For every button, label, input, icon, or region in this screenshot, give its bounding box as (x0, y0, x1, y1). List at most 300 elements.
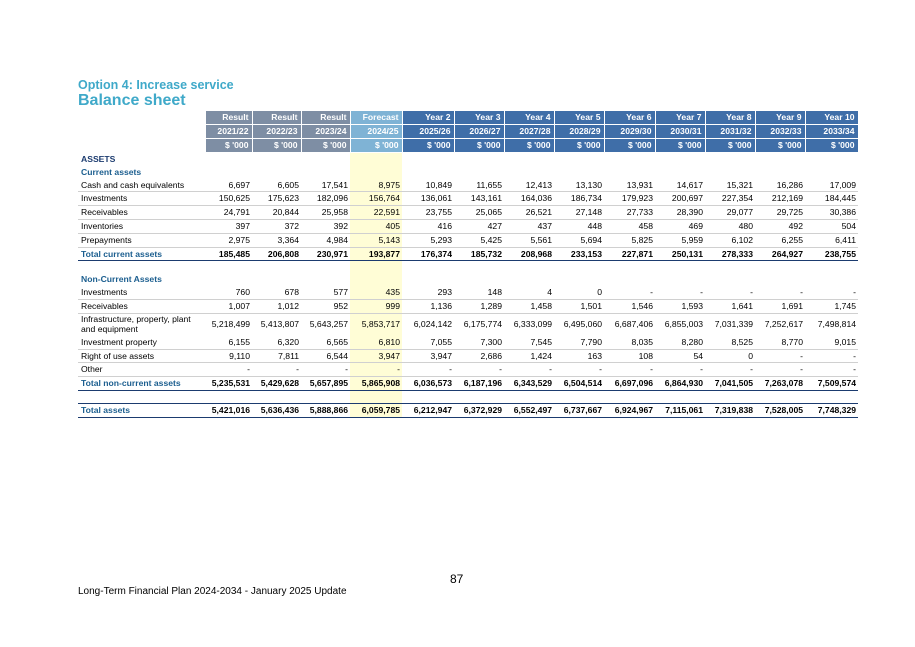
section-row (78, 166, 858, 179)
cell-value: 5,429,628 (252, 377, 301, 391)
cell-value: 6,212,947 (402, 403, 454, 417)
cell-value: 1,691 (755, 299, 805, 313)
cell-value (655, 166, 705, 179)
cell-value: 30,386 (805, 206, 858, 220)
header-blank (78, 111, 206, 125)
cell-value: 6,102 (705, 233, 755, 247)
cell-value: 8,035 (604, 336, 655, 349)
cell-value: 0 (705, 349, 755, 363)
cell-value: 492 (755, 219, 805, 233)
cell-value: 27,733 (604, 206, 655, 220)
cell-value (206, 390, 252, 403)
cell-value: 8,280 (655, 336, 705, 349)
cell-value: 212,169 (755, 192, 805, 206)
cell-value (554, 390, 604, 403)
cell-value: 5,657,895 (301, 377, 350, 391)
cell-value: - (755, 286, 805, 299)
cell-value: 29,725 (755, 206, 805, 220)
column-year-row (78, 125, 858, 139)
column-kind-row (78, 111, 858, 125)
cell-value: - (705, 286, 755, 299)
cell-value (805, 261, 858, 274)
cell-value: 6,504,514 (554, 377, 604, 391)
cell-value: 7,509,574 (805, 377, 858, 391)
cell-value: 6,565 (301, 336, 350, 349)
row-label: Total current assets (78, 247, 206, 261)
cell-value: 5,561 (504, 233, 554, 247)
cell-value: 163 (554, 349, 604, 363)
cell-value: - (350, 363, 402, 377)
column-header-unit: $ '000 (454, 139, 504, 153)
cell-value: 54 (655, 349, 705, 363)
cell-value: 16,286 (755, 179, 805, 192)
column-header-kind: Year 5 (554, 111, 604, 125)
cell-value: 7,811 (252, 349, 301, 363)
column-header-kind: Year 6 (604, 111, 655, 125)
column-unit-row (78, 139, 858, 153)
cell-value (504, 166, 554, 179)
cell-value: 6,605 (252, 179, 301, 192)
row-label: Other (78, 363, 206, 377)
cell-value: 6,372,929 (454, 403, 504, 417)
cell-value: 1,289 (454, 299, 504, 313)
cell-value (705, 390, 755, 403)
footer-text: Long-Term Financial Plan 2024-2034 - January 2025 Update (78, 586, 347, 597)
cell-value: 230,971 (301, 247, 350, 261)
cell-value (252, 273, 301, 286)
cell-value (301, 153, 350, 166)
column-header-year: 2031/32 (705, 125, 755, 139)
cell-value: 6,187,196 (454, 377, 504, 391)
report-subtitle: Option 4: Increase service (78, 78, 234, 92)
cell-value (554, 153, 604, 166)
cell-value: 15,321 (705, 179, 755, 192)
cell-value: 5,888,866 (301, 403, 350, 417)
column-header-year: 2022/23 (252, 125, 301, 139)
cell-value: 5,643,257 (309, 319, 348, 330)
table-row (78, 192, 858, 206)
cell-value: 143,161 (454, 192, 504, 206)
cell-value: 7,115,061 (655, 403, 705, 417)
cell-value: 8,975 (350, 179, 402, 192)
row-label: Total assets (78, 403, 206, 417)
cell-value: 5,636,436 (252, 403, 301, 417)
cell-value: 7,319,838 (705, 403, 755, 417)
cell-value: - (705, 363, 755, 377)
cell-value: 184,445 (805, 192, 858, 206)
cell-value: 185,485 (206, 247, 252, 261)
cell-value (604, 273, 655, 286)
table-row (78, 286, 858, 299)
cell-value: 3,364 (252, 233, 301, 247)
column-header-year: 2028/29 (554, 125, 604, 139)
header-blank (78, 139, 206, 153)
cell-value (604, 261, 655, 274)
cell-value: 176,374 (402, 247, 454, 261)
section-row (78, 153, 858, 166)
report-title: Balance sheet (78, 92, 186, 109)
row-label: Investment property (78, 336, 206, 349)
column-header-unit: $ '000 (554, 139, 604, 153)
cell-value: - (402, 363, 454, 377)
cell-value (604, 153, 655, 166)
cell-value: 7,055 (402, 336, 454, 349)
cell-value: 3,947 (350, 349, 402, 363)
total-row (78, 403, 858, 417)
total-row (78, 247, 858, 261)
column-header-kind: Result (301, 111, 350, 125)
cell-value: - (755, 363, 805, 377)
cell-value: 7,252,617 (764, 319, 803, 330)
cell-value: 6,687,406 (614, 319, 653, 330)
cell-value: 7,031,339 (714, 319, 753, 330)
cell-value: 8,525 (705, 336, 755, 349)
cell-value: 227,871 (604, 247, 655, 261)
cell-value (504, 153, 554, 166)
cell-value: 7,545 (504, 336, 554, 349)
column-header-unit: $ '000 (604, 139, 655, 153)
cell-value: 372 (252, 219, 301, 233)
column-header-unit: $ '000 (350, 139, 402, 153)
cell-value (755, 390, 805, 403)
cell-value: 25,958 (301, 206, 350, 220)
column-header-year: 2033/34 (805, 125, 858, 139)
cell-value: - (805, 363, 858, 377)
cell-value: 150,625 (206, 192, 252, 206)
cell-value: 6,924,967 (604, 403, 655, 417)
cell-value: 17,541 (301, 179, 350, 192)
cell-value: 1,501 (554, 299, 604, 313)
cell-value (504, 261, 554, 274)
cell-value: 5,865,908 (350, 377, 402, 391)
cell-value (252, 166, 301, 179)
cell-value (655, 273, 705, 286)
cell-value: 11,655 (454, 179, 504, 192)
cell-value: 5,853,717 (350, 313, 402, 336)
cell-value: - (805, 286, 858, 299)
cell-value: 952 (301, 299, 350, 313)
cell-value: - (301, 363, 350, 377)
cell-value: 27,148 (554, 206, 604, 220)
cell-value (350, 390, 402, 403)
table-row (78, 349, 858, 363)
cell-value: 1,012 (252, 299, 301, 313)
table-row (78, 336, 858, 349)
column-header-unit: $ '000 (301, 139, 350, 153)
cell-value: 0 (554, 286, 604, 299)
cell-value: 6,320 (252, 336, 301, 349)
cell-value: - (206, 363, 252, 377)
cell-value: 8,770 (755, 336, 805, 349)
cell-value: 397 (206, 219, 252, 233)
column-header-kind: Year 8 (705, 111, 755, 125)
cell-value (755, 166, 805, 179)
cell-value: 108 (604, 349, 655, 363)
column-header-kind: Year 4 (504, 111, 554, 125)
cell-value (402, 153, 454, 166)
row-label: Prepayments (78, 233, 206, 247)
cell-value: - (252, 363, 301, 377)
table-row (78, 219, 858, 233)
cell-value: 208,968 (504, 247, 554, 261)
row-label: ASSETS (81, 153, 116, 164)
cell-value: 186,734 (554, 192, 604, 206)
column-header-kind: Result (252, 111, 301, 125)
column-header-unit: $ '000 (504, 139, 554, 153)
cell-value: 6,059,785 (350, 403, 402, 417)
cell-value: 23,755 (402, 206, 454, 220)
table-row (78, 179, 858, 192)
cell-value: 1,136 (402, 299, 454, 313)
table-row (78, 206, 858, 220)
cell-value: 435 (350, 286, 402, 299)
cell-value: 999 (350, 299, 402, 313)
cell-value: 6,737,667 (554, 403, 604, 417)
spacer-row (78, 390, 858, 403)
cell-value (705, 166, 755, 179)
cell-value: 760 (206, 286, 252, 299)
cell-value (252, 261, 301, 274)
column-header-year: 2027/28 (504, 125, 554, 139)
cell-value (755, 153, 805, 166)
cell-value (206, 273, 252, 286)
cell-value: 5,293 (402, 233, 454, 247)
cell-value: - (454, 363, 504, 377)
cell-value: 458 (604, 219, 655, 233)
cell-value (301, 273, 350, 286)
column-header-kind: Year 2 (402, 111, 454, 125)
cell-value (805, 166, 858, 179)
cell-value (554, 166, 604, 179)
table-row (78, 299, 858, 313)
column-header-kind: Year 10 (805, 111, 858, 125)
cell-value: 5,421,016 (206, 403, 252, 417)
cell-value (705, 273, 755, 286)
cell-value: 22,591 (350, 206, 402, 220)
cell-value: 6,552,497 (504, 403, 554, 417)
balance-sheet-table (78, 111, 859, 418)
cell-value: 12,413 (504, 179, 554, 192)
cell-value: 2,975 (206, 233, 252, 247)
cell-value (350, 166, 402, 179)
cell-value: 5,413,807 (260, 319, 299, 330)
column-header-year: 2023/24 (301, 125, 350, 139)
table-row (78, 363, 858, 377)
cell-value: 427 (454, 219, 504, 233)
cell-value (655, 261, 705, 274)
cell-value: 7,300 (454, 336, 504, 349)
cell-value (206, 261, 252, 274)
cell-value: 24,791 (206, 206, 252, 220)
cell-value: 4,984 (301, 233, 350, 247)
column-header-year: 2025/26 (402, 125, 454, 139)
cell-value: 6,697 (206, 179, 252, 192)
cell-value (301, 166, 350, 179)
cell-value: 6,343,529 (504, 377, 554, 391)
cell-value: 25,065 (454, 206, 504, 220)
cell-value (252, 153, 301, 166)
cell-value: 6,411 (805, 233, 858, 247)
row-label: Investments (78, 192, 206, 206)
cell-value (604, 390, 655, 403)
cell-value: 13,130 (554, 179, 604, 192)
column-header-year: 2029/30 (604, 125, 655, 139)
cell-value: - (655, 286, 705, 299)
column-header-kind: Year 3 (454, 111, 504, 125)
column-header-unit: $ '000 (805, 139, 858, 153)
cell-value: 7,528,005 (755, 403, 805, 417)
cell-value (755, 273, 805, 286)
cell-value: 6,036,573 (402, 377, 454, 391)
row-label (78, 313, 206, 336)
cell-value: 6,697,096 (604, 377, 655, 391)
row-label: Cash and cash equivalents (78, 179, 206, 192)
cell-value: 1,641 (705, 299, 755, 313)
cell-value (454, 390, 504, 403)
cell-value (350, 261, 402, 274)
cell-value (454, 166, 504, 179)
cell-value (252, 390, 301, 403)
cell-value: 5,143 (350, 233, 402, 247)
cell-value: 175,623 (252, 192, 301, 206)
row-label: Receivables (78, 206, 206, 220)
section-row (78, 273, 858, 286)
total-row (78, 377, 858, 391)
cell-value: 278,333 (705, 247, 755, 261)
cell-value: 1,007 (206, 299, 252, 313)
cell-value: 437 (504, 219, 554, 233)
cell-value: 6,855,003 (664, 319, 703, 330)
cell-value: - (655, 363, 705, 377)
cell-value: 6,333,099 (513, 319, 552, 330)
cell-value: 28,390 (655, 206, 705, 220)
cell-value: - (604, 286, 655, 299)
cell-value: 148 (454, 286, 504, 299)
cell-value (705, 153, 755, 166)
cell-value: 5,825 (604, 233, 655, 247)
cell-value (454, 273, 504, 286)
cell-value: 164,036 (504, 192, 554, 206)
cell-value: 17,009 (805, 179, 858, 192)
cell-value: 250,131 (655, 247, 705, 261)
cell-value: 13,931 (604, 179, 655, 192)
cell-value: 1,458 (504, 299, 554, 313)
row-label: Non-Current Assets (81, 274, 162, 285)
cell-value: 5,694 (554, 233, 604, 247)
cell-value: 7,748,329 (805, 403, 858, 417)
column-header-kind: Forecast (350, 111, 402, 125)
cell-value: 14,617 (655, 179, 705, 192)
cell-value: 1,745 (805, 299, 858, 313)
cell-value: - (604, 363, 655, 377)
cell-value: 405 (350, 219, 402, 233)
cell-value: 185,732 (454, 247, 504, 261)
cell-value: 136,061 (402, 192, 454, 206)
cell-value: 156,764 (350, 192, 402, 206)
cell-value: 26,521 (504, 206, 554, 220)
column-header-year: 2024/25 (350, 125, 402, 139)
cell-value (402, 166, 454, 179)
column-header-unit: $ '000 (402, 139, 454, 153)
cell-value (350, 153, 402, 166)
cell-value: 6,544 (301, 349, 350, 363)
cell-value (301, 390, 350, 403)
cell-value: 238,755 (805, 247, 858, 261)
cell-value: 293 (402, 286, 454, 299)
cell-value: - (805, 349, 858, 363)
cell-value (755, 261, 805, 274)
cell-value: 3,947 (402, 349, 454, 363)
cell-value: 182,096 (301, 192, 350, 206)
cell-value: 1,424 (504, 349, 554, 363)
cell-value: 227,354 (705, 192, 755, 206)
cell-value: 9,110 (206, 349, 252, 363)
cell-value: 1,593 (655, 299, 705, 313)
cell-value (655, 390, 705, 403)
cell-value: - (504, 363, 554, 377)
column-header-unit: $ '000 (252, 139, 301, 153)
row-label: Current assets (81, 166, 142, 177)
cell-value (554, 261, 604, 274)
column-header-year: 2030/31 (655, 125, 705, 139)
cell-value: 206,808 (252, 247, 301, 261)
cell-value (206, 166, 252, 179)
cell-value (554, 273, 604, 286)
row-label: Receivables (78, 299, 206, 313)
cell-value: 678 (252, 286, 301, 299)
cell-value: 7,263,078 (755, 377, 805, 391)
cell-value (206, 153, 252, 166)
cell-value: 7,041,505 (705, 377, 755, 391)
row-label: Right of use assets (78, 349, 206, 363)
header-blank (78, 125, 206, 139)
column-header-year: 2026/27 (454, 125, 504, 139)
column-header-unit: $ '000 (206, 139, 252, 153)
cell-value (504, 273, 554, 286)
cell-value: - (755, 349, 805, 363)
cell-value: 179,923 (604, 192, 655, 206)
row-label: Inventories (78, 219, 206, 233)
cell-value: 29,077 (705, 206, 755, 220)
cell-value: 7,498,814 (817, 319, 856, 330)
cell-value: 6,255 (755, 233, 805, 247)
page-number: 87 (450, 572, 464, 586)
cell-value: 504 (805, 219, 858, 233)
cell-value: 200,697 (655, 192, 705, 206)
cell-value: 1,546 (604, 299, 655, 313)
cell-value: 448 (554, 219, 604, 233)
cell-value: 193,877 (350, 247, 402, 261)
cell-value: 6,810 (350, 336, 402, 349)
column-header-unit: $ '000 (755, 139, 805, 153)
cell-value (504, 390, 554, 403)
cell-value (454, 153, 504, 166)
row-label (78, 390, 206, 403)
cell-value: 5,425 (454, 233, 504, 247)
cell-value: - (554, 363, 604, 377)
cell-value (805, 153, 858, 166)
column-header-unit: $ '000 (705, 139, 755, 153)
cell-value: 6,864,930 (655, 377, 705, 391)
cell-value: 577 (301, 286, 350, 299)
column-header-unit: $ '000 (655, 139, 705, 153)
cell-value (301, 261, 350, 274)
cell-value (402, 261, 454, 274)
cell-value: 480 (705, 219, 755, 233)
cell-value (805, 390, 858, 403)
row-label: Total non-current assets (78, 377, 206, 391)
cell-value: 6,175,774 (463, 319, 502, 330)
